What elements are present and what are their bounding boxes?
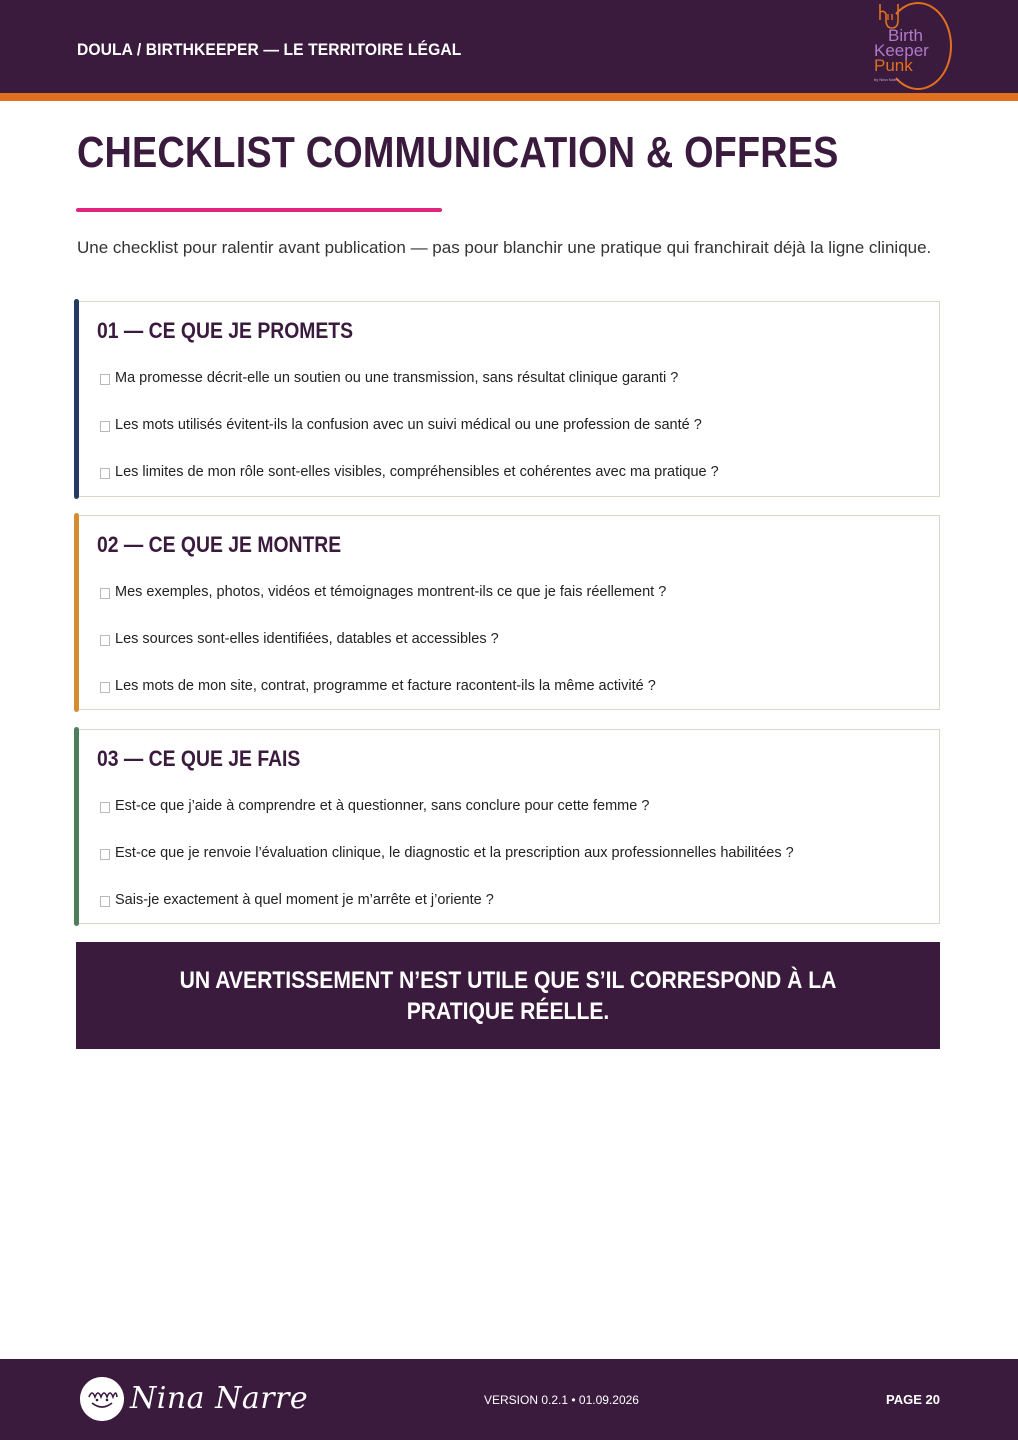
checklist-item-text: Est-ce que j’aide à comprendre et à questionner, sans conclure pour cette femme ? — [115, 798, 650, 814]
checkbox[interactable] — [100, 374, 110, 385]
section-title: 02 — CE QUE JE MONTRE — [97, 532, 342, 557]
logo-wordmark — [874, 28, 929, 73]
logo-line-keeper: Keeper — [874, 41, 929, 60]
checklist-item-text: Est-ce que je renvoie l’évaluation clinique, le diagnostic et la prescription aux professionnelles habilitées ? — [115, 845, 794, 861]
checkbox[interactable] — [100, 802, 110, 813]
footer-brand-name: Nina Narre — [130, 1381, 309, 1416]
checklist — [100, 584, 666, 725]
checklist-section-promets — [76, 301, 940, 497]
checklist-item — [100, 678, 666, 725]
checklist-section-montre — [76, 515, 940, 710]
checklist-item-text: Ma promesse décrit-elle un soutien ou une transmission, sans résultat clinique garanti ? — [115, 370, 679, 386]
checklist-item-text: Les mots de mon site, contrat, programme et facture racontent-ils la même activité ? — [115, 678, 656, 694]
checklist-item — [100, 631, 666, 678]
checklist-item-text: Les mots utilisés évitent-ils la confusion avec un suivi médical ou une profession de santé ? — [115, 417, 702, 433]
checklist-item-text: Les sources sont-elles identifiées, datables et accessibles ? — [115, 631, 499, 647]
nina-narre-logo — [80, 1377, 309, 1423]
logo-line-punk: Punk — [874, 56, 913, 75]
logo-line-birth: Birth — [888, 26, 923, 45]
checkbox[interactable] — [100, 468, 110, 479]
checkbox[interactable] — [100, 588, 110, 599]
checklist-item — [100, 417, 719, 464]
intro-text: Une checklist pour ralentir avant publication — pas pour blanchir une pratique qui franchirait déjà la ligne clinique. — [77, 238, 932, 257]
checklist-item — [100, 845, 794, 892]
section-title: 03 — CE QUE JE FAIS — [97, 746, 301, 771]
checklist-item — [100, 584, 666, 631]
birthkeeper-punk-logo — [866, 0, 956, 92]
checkbox[interactable] — [100, 421, 110, 432]
checklist-section-fais — [76, 729, 940, 924]
page-footer — [0, 1359, 1018, 1440]
logo-byline: by Nina Narre — [874, 77, 899, 82]
nina-narre-mark-icon — [80, 1377, 124, 1421]
checklist-item-text: Mes exemples, photos, vidéos et témoignages montrent-ils ce que je fais réellement ? — [115, 584, 667, 600]
section-title: 01 — CE QUE JE PROMETS — [97, 318, 354, 343]
page-number: PAGE 20 — [886, 1392, 940, 1407]
title-underline — [76, 208, 442, 212]
checklist-item-text: Les limites de mon rôle sont-elles visibles, compréhensibles et cohérentes avec ma pratique ? — [115, 464, 719, 480]
checkbox[interactable] — [100, 896, 110, 907]
checklist — [100, 370, 719, 511]
checklist-item — [100, 798, 794, 845]
checkbox[interactable] — [100, 635, 110, 646]
checklist — [100, 798, 794, 939]
banner-text: UN AVERTISSEMENT N’EST UTILE QUE S’IL CORRESPOND À LA PRATIQUE RÉELLE. — [179, 966, 837, 1025]
checklist-item — [100, 892, 794, 939]
warning-banner — [76, 942, 940, 1049]
checklist-item — [100, 464, 719, 511]
checkbox[interactable] — [100, 849, 110, 860]
checkbox[interactable] — [100, 682, 110, 693]
header-title: DOULA / BIRTHKEEPER — LE TERRITOIRE LÉGAL — [77, 40, 462, 59]
page-header — [0, 0, 1018, 101]
version-date: VERSION 0.2.1 • 01.09.2026 — [484, 1393, 639, 1407]
checklist-item-text: Sais-je exactement à quel moment je m’arrête et j’oriente ? — [115, 892, 494, 908]
checklist-item — [100, 370, 719, 417]
page-title: CHECKLIST COMMUNICATION & OFFRES — [77, 128, 839, 177]
